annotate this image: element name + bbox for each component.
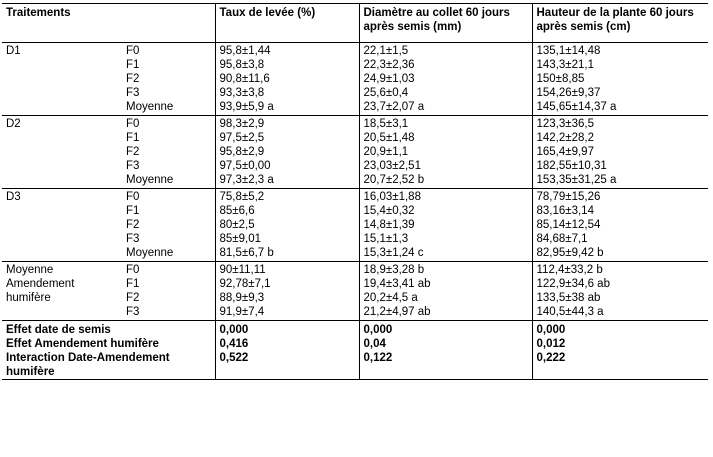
results-table <box>2 3 708 380</box>
diameter-d2 <box>359 116 532 189</box>
levels-amendment-mean <box>122 262 215 321</box>
effect-row-date <box>2 321 708 338</box>
height-cell: 112,4±33,2 b <box>536 264 603 276</box>
diameter-amendment-mean <box>359 262 532 321</box>
diameter-d1 <box>359 43 532 116</box>
level-cell: F3 <box>126 233 140 245</box>
effect-label: Effet date de semis <box>6 324 111 336</box>
height-cell: 133,5±38 ab <box>536 292 601 304</box>
emergence-cell: 85±9,01 <box>219 233 261 245</box>
height-amendment-mean <box>532 262 708 321</box>
results-table-frame <box>2 3 708 455</box>
diameter-cell: 22,3±2,36 <box>363 59 415 71</box>
diameter-cell: 21,2±4,97 ab <box>363 306 431 318</box>
emergence-cell: 75,8±5,2 <box>219 191 265 203</box>
height-cell: 122,9±34,6 ab <box>536 278 610 290</box>
emergence-cell: 80±2,5 <box>219 219 255 231</box>
emergence-cell: 93,9±5,9 a <box>219 101 274 113</box>
diameter-cell: 20,7±2,52 b <box>363 174 425 186</box>
levels-d1 <box>122 43 215 116</box>
level-cell: Moyenne <box>126 247 174 259</box>
effect-height: 0,222 <box>532 351 708 380</box>
diameter-d3 <box>359 189 532 262</box>
effect-label: Effet Amendement humifère <box>6 338 159 350</box>
diameter-cell: 20,2±4,5 a <box>363 292 418 304</box>
effect-emergence: 0,000 <box>215 321 359 338</box>
emergence-cell: 90±11,11 <box>219 264 266 276</box>
diameter-cell: 15,4±0,32 <box>363 205 415 217</box>
level-cell: F1 <box>126 205 140 217</box>
diameter-cell: 14,8±1,39 <box>363 219 415 231</box>
diameter-cell: 24,9±1,03 <box>363 73 415 85</box>
height-cell: 78,79±15,26 <box>536 191 601 203</box>
level-cell: F3 <box>126 87 140 99</box>
height-cell: 84,68±7,1 <box>536 233 588 245</box>
effect-diameter: 0,000 <box>359 321 532 338</box>
label-line: Amendement <box>6 278 75 290</box>
level-cell: F2 <box>126 73 140 85</box>
effect-emergence: 0,522 <box>215 351 359 380</box>
diameter-cell: 20,5±1,48 <box>363 132 415 144</box>
emergence-cell: 88,9±9,3 <box>219 292 265 304</box>
header-plant-height: Hauteur de la plante 60 jours après semis (cm) <box>532 4 708 43</box>
level-cell: F1 <box>126 278 140 290</box>
emergence-amendment-mean <box>215 262 359 321</box>
height-d2 <box>532 116 708 189</box>
emergence-cell: 97,5±0,00 <box>219 160 271 172</box>
effect-diameter: 0,04 <box>359 337 532 351</box>
levels-d3 <box>122 189 215 262</box>
height-cell: 150±8,85 <box>536 73 585 85</box>
height-cell: 142,2±28,2 <box>536 132 594 144</box>
emergence-cell: 85±6,6 <box>219 205 255 217</box>
diameter-cell: 16,03±1,88 <box>363 191 421 203</box>
height-cell: 83,16±3,14 <box>536 205 594 217</box>
diameter-cell: 22,1±1,5 <box>363 45 409 57</box>
emergence-cell: 90,8±11,6 <box>219 73 270 85</box>
header-treatments: Traitements <box>2 4 215 43</box>
level-cell: Moyenne <box>126 174 174 186</box>
block-row-d3 <box>2 189 708 262</box>
block-label-d2: D2 <box>2 116 122 189</box>
emergence-d1 <box>215 43 359 116</box>
emergence-cell: 95,8±2,9 <box>219 146 265 158</box>
diameter-cell: 15,1±1,3 <box>363 233 409 245</box>
emergence-d3 <box>215 189 359 262</box>
block-label-d3: D3 <box>2 189 122 262</box>
diameter-cell: 15,3±1,24 c <box>363 247 424 259</box>
level-cell: Moyenne <box>126 101 174 113</box>
height-cell: 140,5±44,3 a <box>536 306 604 318</box>
level-cell: F3 <box>126 160 140 172</box>
emergence-cell: 91,9±7,4 <box>219 306 265 318</box>
effect-row-amendment <box>2 337 708 351</box>
block-label-amendment-mean <box>2 262 122 321</box>
effect-row-interaction <box>2 351 708 380</box>
level-cell: F0 <box>126 45 140 57</box>
level-cell: F2 <box>126 292 140 304</box>
height-cell: 145,65±14,37 a <box>536 101 617 113</box>
diameter-cell: 18,5±3,1 <box>363 118 409 130</box>
level-cell: F1 <box>126 132 140 144</box>
emergence-cell: 95,8±1,44 <box>219 45 271 57</box>
height-cell: 123,3±36,5 <box>536 118 594 130</box>
level-cell: F2 <box>126 146 140 158</box>
level-cell: F0 <box>126 118 140 130</box>
block-row-amendment-mean <box>2 262 708 321</box>
block-row-d1 <box>2 43 708 116</box>
effect-diameter: 0,122 <box>359 351 532 380</box>
height-d3 <box>532 189 708 262</box>
effect-height: 0,000 <box>532 321 708 338</box>
diameter-cell: 20,9±1,1 <box>363 146 409 158</box>
emergence-cell: 81,5±6,7 b <box>219 247 274 259</box>
effect-height: 0,012 <box>532 337 708 351</box>
diameter-cell: 25,6±0,4 <box>363 87 409 99</box>
diameter-cell: 19,4±3,41 ab <box>363 278 431 290</box>
emergence-cell: 98,3±2,9 <box>219 118 265 130</box>
height-cell: 165,4±9,97 <box>536 146 594 158</box>
levels-d2 <box>122 116 215 189</box>
emergence-cell: 95,8±3,8 <box>219 59 265 71</box>
label-line: Moyenne <box>6 264 54 276</box>
effect-label: Interaction Date-Amendement humifère <box>2 351 215 380</box>
emergence-cell: 97,5±2,5 <box>219 132 265 144</box>
height-cell: 143,3±21,1 <box>536 59 594 71</box>
height-d1 <box>532 43 708 116</box>
header-collar-diameter: Diamètre au collet 60 jours après semis (mm) <box>359 4 532 43</box>
header-row <box>2 4 708 43</box>
level-cell: F2 <box>126 219 140 231</box>
emergence-cell: 97,3±2,3 a <box>219 174 274 186</box>
level-cell: F0 <box>126 191 140 203</box>
emergence-cell: 92,78±7,1 <box>219 278 271 290</box>
label-line: humifère <box>6 292 51 304</box>
height-cell: 85,14±12,54 <box>536 219 601 231</box>
header-emergence: Taux de levée (%) <box>215 4 359 43</box>
block-row-d2 <box>2 116 708 189</box>
level-cell: F1 <box>126 59 140 71</box>
height-cell: 153,35±31,25 a <box>536 174 617 186</box>
diameter-cell: 23,7±2,07 a <box>363 101 425 113</box>
block-label-d1: D1 <box>2 43 122 116</box>
height-cell: 135,1±14,48 <box>536 45 601 57</box>
emergence-cell: 93,3±3,8 <box>219 87 265 99</box>
effect-emergence: 0,416 <box>215 337 359 351</box>
emergence-d2 <box>215 116 359 189</box>
level-cell: F0 <box>126 264 140 276</box>
diameter-cell: 23,03±2,51 <box>363 160 421 172</box>
level-cell: F3 <box>126 306 140 318</box>
height-cell: 182,55±10,31 <box>536 160 607 172</box>
height-cell: 82,95±9,42 b <box>536 247 604 259</box>
height-cell: 154,26±9,37 <box>536 87 601 99</box>
diameter-cell: 18,9±3,28 b <box>363 264 425 276</box>
